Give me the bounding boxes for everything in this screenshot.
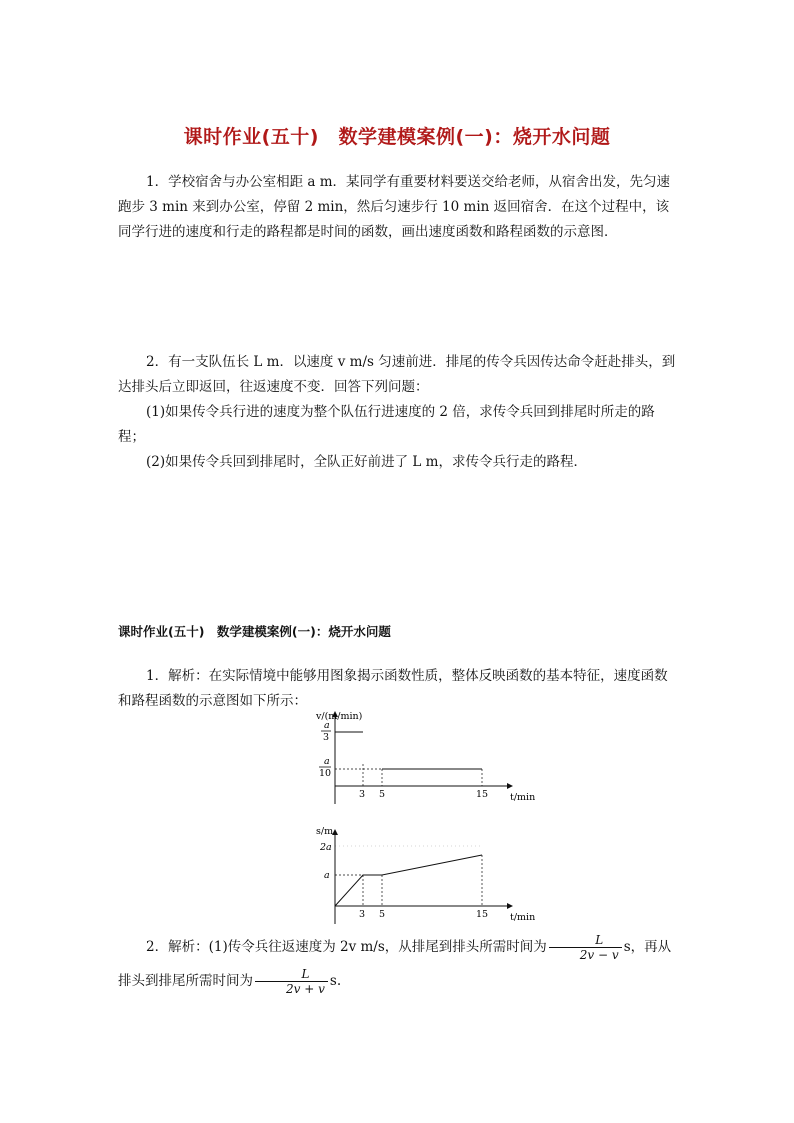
velocity-y-label: v/(m/min) — [316, 711, 363, 722]
distance-curve — [335, 855, 482, 906]
fraction-2-den: 2v + v — [255, 981, 328, 996]
page-title: 课时作业(五十) 数学建模案例(一)：烧开水问题 — [183, 126, 611, 148]
distance-y-tick-2a: 2a — [320, 842, 332, 853]
question-1: 1．学校宿舍与办公室相距 a m．某同学有重要材料要送交给老师，从宿舍出发，先匀速跑步 3 min 来到办公室，停留 2 min，然后匀速步行 10 min 返回宿舍．在这个过程中，该同学行进的速度和行走的路程都是时间的函数，画出速度函数和路程函数的示意图． — [118, 174, 671, 240]
velocity-chart — [300, 704, 540, 808]
fraction-2 — [255, 967, 328, 996]
velocity-y-tick-a3-den: 3 — [323, 732, 330, 743]
answer-2-text-2: s，再从排头到排尾所需时间为 — [118, 939, 672, 989]
question-2 — [118, 350, 678, 475]
question-2-stem: 2．有一支队伍长 L m．以速度 v m/s 匀速前进．排尾的传令兵因传达命令赶赴排头，到达排头后立即返回，往返速度不变．回答下列问题： — [118, 354, 676, 395]
velocity-y-tick-a10 — [319, 756, 331, 779]
velocity-x-tick-5: 5 — [379, 789, 386, 800]
fraction-1 — [549, 933, 622, 962]
question-2-part-2: (2)如果传令兵回到排尾时，全队正好前进了 L m，求传令兵行走的路程． — [146, 454, 587, 470]
distance-x-tick-15: 15 — [476, 909, 489, 920]
velocity-y-tick-a10-num: a — [324, 756, 330, 767]
velocity-x-tick-3: 3 — [359, 789, 366, 800]
answers-title: 课时作业(五十) 数学建模案例(一)：烧开水问题 — [118, 624, 391, 639]
distance-chart — [300, 824, 540, 928]
distance-x-tick-3: 3 — [359, 909, 366, 920]
distance-y-tick-a: a — [324, 870, 330, 881]
distance-y-label: s/m — [316, 826, 334, 837]
distance-x-tick-5: 5 — [379, 909, 386, 920]
answer-2-text-1: 2．解析：(1)传令兵往返速度为 2v m/s，从排尾到排头所需时间为 — [146, 939, 547, 955]
fraction-2-num: L — [301, 967, 310, 981]
fraction-1-num: L — [595, 933, 604, 947]
question-2-part-1: (1)如果传令兵行进的速度为整个队伍行进速度的 2 倍，求传令兵回到排尾时所走的路程； — [118, 404, 655, 445]
fraction-1-den: 2v − v — [549, 947, 622, 962]
velocity-y-tick-a3 — [321, 720, 331, 743]
answer-2 — [118, 930, 678, 998]
answer-1: 1．解析：在实际情境中能够用图象揭示函数性质，整体反映函数的基本特征，速度函数和路程函数的示意图如下所示： — [118, 668, 668, 709]
answer-2-text-3: s. — [329, 973, 342, 989]
velocity-x-label: t/min — [510, 792, 536, 803]
velocity-y-tick-a3-num: a — [324, 720, 330, 731]
velocity-y-tick-a10-den: 10 — [319, 768, 332, 779]
velocity-x-tick-15: 15 — [476, 789, 489, 800]
distance-x-label: t/min — [510, 912, 536, 923]
